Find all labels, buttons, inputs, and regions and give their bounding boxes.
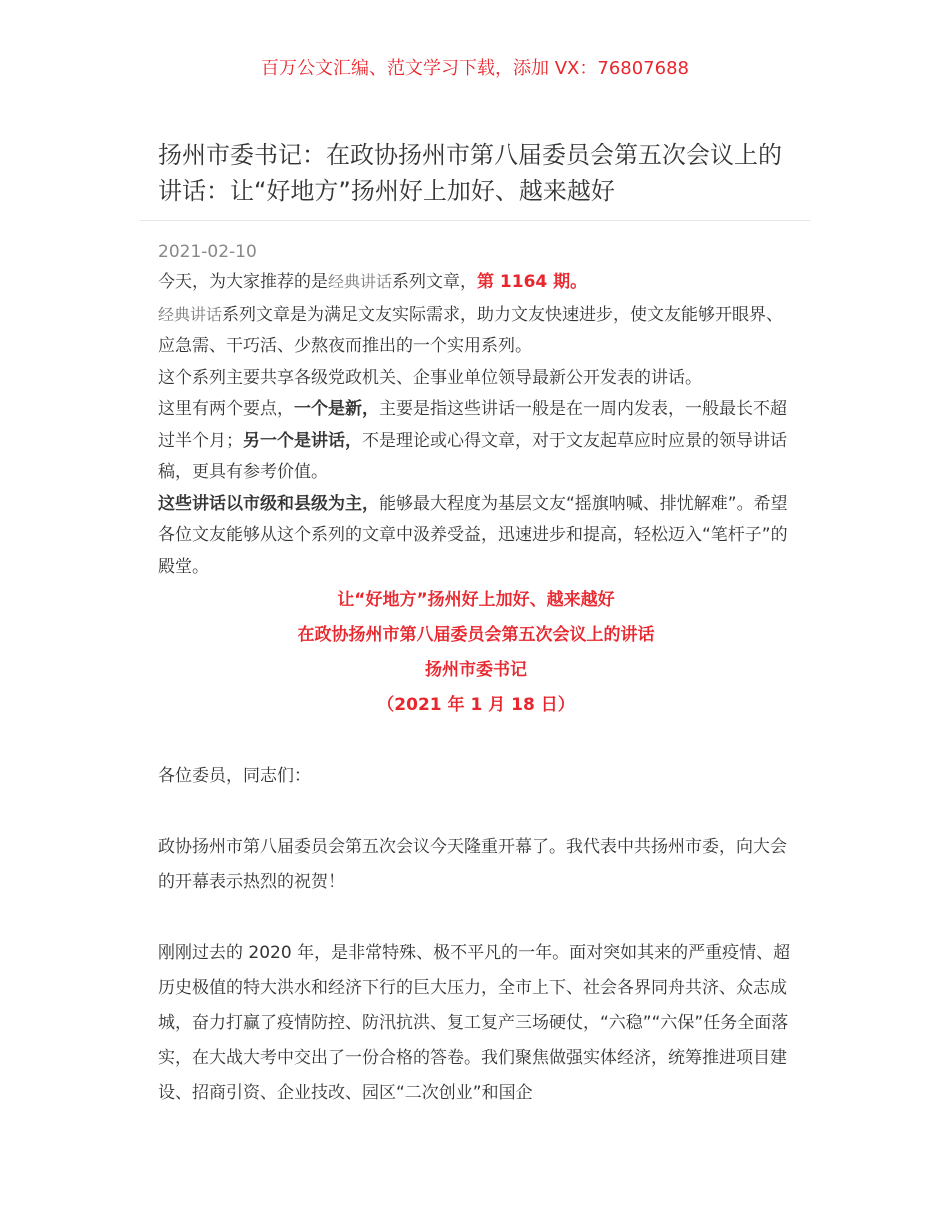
promo-banner: 百万公文汇编、范文学习下载，添加 VX：76807688 [261, 58, 689, 79]
issue-number: 第 1164 期。 [477, 272, 588, 292]
key-point: 另一个是讲话， [243, 430, 362, 451]
key-point: 一个是新， [294, 399, 379, 419]
intro-text: 系列文章， [392, 272, 478, 292]
speech-speaker: 扬州市委书记 [425, 660, 527, 680]
spacer [158, 794, 794, 830]
paragraph-2: 刚刚过去的 2020 年，是非常特殊、极不平凡的一年。面对突如其来的严重疫情、超历史极值的特大洪水和经济下行的巨大压力，全市上下、社会各界同舟共济、众志成城，奋力打赢了疫情防控、防汛抗洪、复工复产三场硬仗，“六稳”“六保”任务全面落实，在大战大考中交出了一份合格的答卷。我们聚焦做强实体经济，统筹推进项目建设、招商引资、企业技改、园区“二次创业”和国企 [158, 943, 791, 1103]
series-name: 经典讲话 [328, 272, 393, 291]
intro-line-2 [158, 299, 794, 363]
title-divider [140, 220, 810, 221]
intro-line-3: 这个系列主要共享各级党政机关、企事业单位领导最新公开发表的讲话。 [158, 367, 702, 388]
spacer [158, 900, 794, 936]
speech-title: 让“好地方”扬州好上加好、越来越好 [337, 590, 615, 610]
intro-text: 系列文章是为满足文友实际需求，助力文友快速进步，使文友能够开眼界、应急需、干巧活、少熬夜而推出的一个实用系列。 [158, 304, 784, 356]
speech-subtitle: 在政协扬州市第八届委员会第五次会议上的讲话 [297, 625, 655, 645]
spacer [158, 723, 794, 759]
intro-text: 能够最大程度为基层文友“摇旗呐喊、排忧解难”。希望各位文友能够从这个系列的文章中汲养受益，迅速进步和提高，轻松迈入“笔杆子”的殿堂。 [158, 493, 788, 577]
intro-text: 今天，为大家推荐的是 [158, 272, 328, 292]
article-title: 扬州市委书记：在政协扬州市第八届委员会第五次会议上的讲话：让“好地方”扬州好上加好、越来越好 [158, 141, 782, 205]
greeting: 各位委员，同志们： [158, 766, 311, 786]
intro-line-1 [158, 266, 794, 299]
intro-line-5 [158, 489, 794, 584]
paragraph-1: 政协扬州市第八届委员会第五次会议今天隆重开幕了。我代表中共扬州市委，向大会的开幕表示热烈的祝贺！ [158, 837, 787, 892]
series-name: 经典讲话 [158, 304, 223, 324]
intro-line-4 [158, 394, 794, 489]
key-point: 这些讲话以市级和县级为主， [158, 493, 379, 514]
speech-date: （2021 年 1 月 18 日） [377, 695, 575, 715]
article-body [158, 238, 794, 1111]
intro-text: 不是理论或心得文章，对于文友起草应时应景的领导讲话稿，更具有参考价值。 [158, 430, 787, 482]
intro-text: 这里有两个要点， [158, 399, 294, 419]
intro-text: 主要是指这些讲话一般是在一周内发表，一般最长不超过半个月； [158, 399, 787, 451]
publish-date: 2021-02-10 [158, 242, 257, 262]
